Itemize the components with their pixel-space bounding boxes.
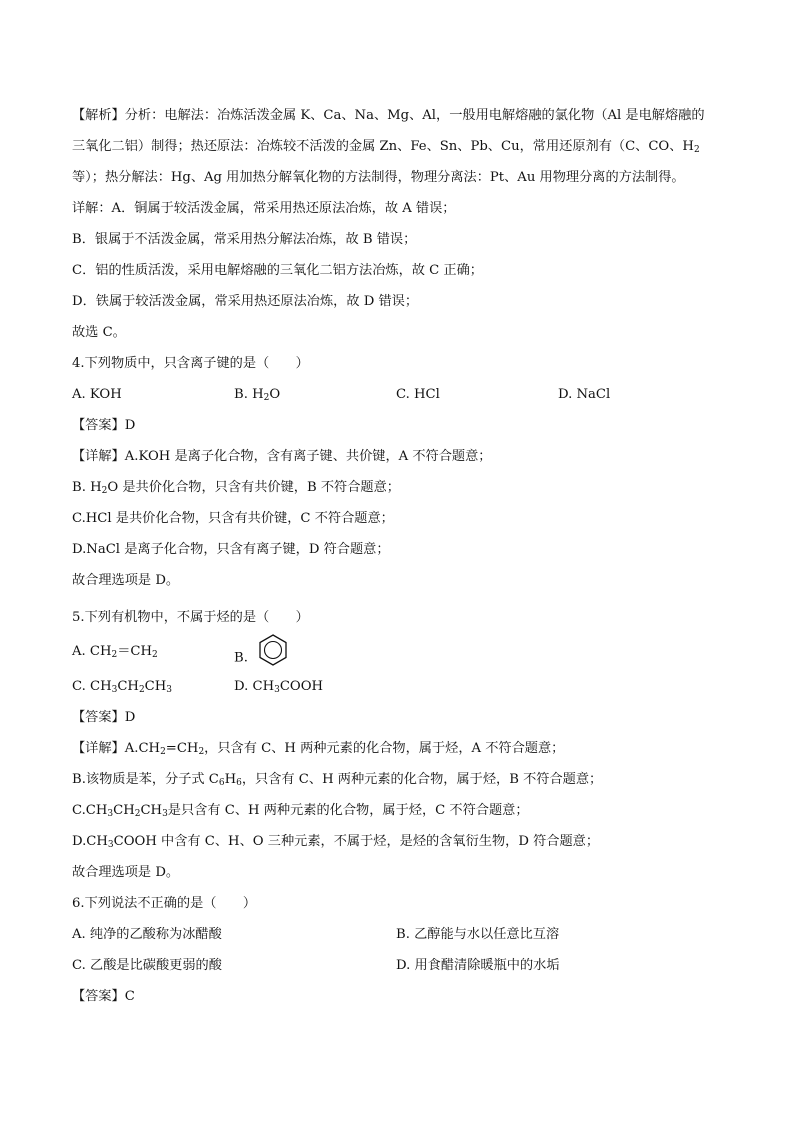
q5-option-c: C. $CH_3CH_2CH_3$ bbox=[72, 679, 172, 695]
q4-explain-a: 【详解】A.KOH 是离子化合物，含有离子键、共价键，A 不符合题意； bbox=[72, 449, 492, 464]
analysis-line-2: 三氧化二铝）制得；热还原法：冶炼较不活泼的金属 Zn、Fe、Sn、Pb、Cu，常用还原剂有（C、CO、$H_2$ bbox=[72, 139, 700, 155]
analysis-line-3: 等）；热分解法：Hg、Ag 用加热分解氧化物的方法制得，物理分离法：Pt、Au 用物理分离的方法制得。 bbox=[72, 170, 685, 185]
q6-options-row-1 bbox=[72, 919, 732, 950]
q5-options-row-2 bbox=[72, 671, 732, 702]
q6-option-b: B. 乙醇能与水以任意比互溶 bbox=[396, 927, 560, 942]
q6-stem: 6.下列说法不正确的是（ ） bbox=[72, 896, 257, 911]
q5-explain-b: B.该物质是苯，分子式 $C_6H_6$，只含有 C、H 两种元素的化合物，属于烃，B 不符合题意； bbox=[72, 772, 603, 788]
q5-option-b: B. bbox=[234, 633, 396, 671]
q6-answer: 【答案】C bbox=[72, 989, 135, 1004]
q4-conclusion: 故合理选项是 D。 bbox=[72, 573, 180, 588]
detail-b: B．银属于不活泼金属，常采用热分解法冶炼，故 B 错误； bbox=[72, 232, 417, 247]
q5-answer: 【答案】D bbox=[72, 710, 136, 725]
q4-stem: 4.下列物质中，只含离子键的是（ ） bbox=[72, 356, 309, 371]
q4-option-c: C. HCl bbox=[396, 387, 440, 402]
q5-conclusion: 故合理选项是 D。 bbox=[72, 865, 180, 880]
q4-option-a: A. KOH bbox=[72, 387, 122, 402]
q4-explain-d: D.NaCl 是离子化合物，只含有离子键，D 符合题意； bbox=[72, 542, 390, 557]
q5-explain-d: $D.CH_3COOH$ 中含有 C、H、O 三种元素，不属于烃，是烃的含氧衍生物，D 符合题意； bbox=[72, 834, 600, 850]
q4-option-d: D. NaCl bbox=[558, 387, 611, 402]
detail-d: D．铁属于较活泼金属，常采用热还原法冶炼，故 D 错误； bbox=[72, 294, 419, 309]
q4-answer: 【答案】D bbox=[72, 418, 136, 433]
detail-c: C．铝的性质活泼，采用电解熔融的三氧化二铝方法冶炼，故 C 正确； bbox=[72, 263, 483, 278]
q5-options-row-1 bbox=[72, 633, 732, 671]
q6-option-a: A. 纯净的乙酸称为冰醋酸 bbox=[72, 927, 222, 942]
q6-options-row-2 bbox=[72, 950, 732, 981]
q4-explain-b: B. $H_2O$ 是共价化合物，只含有共价键，B 不符合题意； bbox=[72, 480, 400, 496]
q5-explain-c: $C.CH_3CH_2CH_3$是只含有 C、H 两种元素的化合物，属于烃，C 不符合题意； bbox=[72, 803, 529, 819]
detail-a: 详解：A．铜属于较活泼金属，常采用热还原法冶炼，故 A 错误； bbox=[72, 201, 456, 216]
q5-stem: 5.下列有机物中，不属于烃的是（ ） bbox=[72, 610, 309, 625]
q4-option-b: B. $H_2O$ bbox=[234, 387, 281, 403]
analysis-conclusion: 故选 C。 bbox=[72, 325, 126, 340]
q4-options bbox=[72, 379, 732, 410]
q4-explain-c: C.HCl 是共价化合物，只含有共价键，C 不符合题意； bbox=[72, 511, 394, 526]
analysis-line-1: 【解析】分析：电解法：冶炼活泼金属 K、Ca、Na、Mg、Al，一般用电解熔融的氯化物（Al 是电解熔融的 bbox=[72, 108, 705, 123]
q5-option-a: A. $CH_2=CH_2$ bbox=[72, 644, 158, 660]
q5-explain-a: 【详解】$A.CH_2=CH_2$，只含有 C、H 两种元素的化合物，属于烃，A 不符合题意； bbox=[72, 741, 565, 757]
q5-option-d: D. $CH_3COOH$ bbox=[234, 679, 324, 695]
q6-option-d: D. 用食醋清除暖瓶中的水垢 bbox=[396, 958, 560, 973]
document-page bbox=[72, 100, 732, 1012]
q6-option-c: C. 乙酸是比碳酸更弱的酸 bbox=[72, 958, 222, 973]
